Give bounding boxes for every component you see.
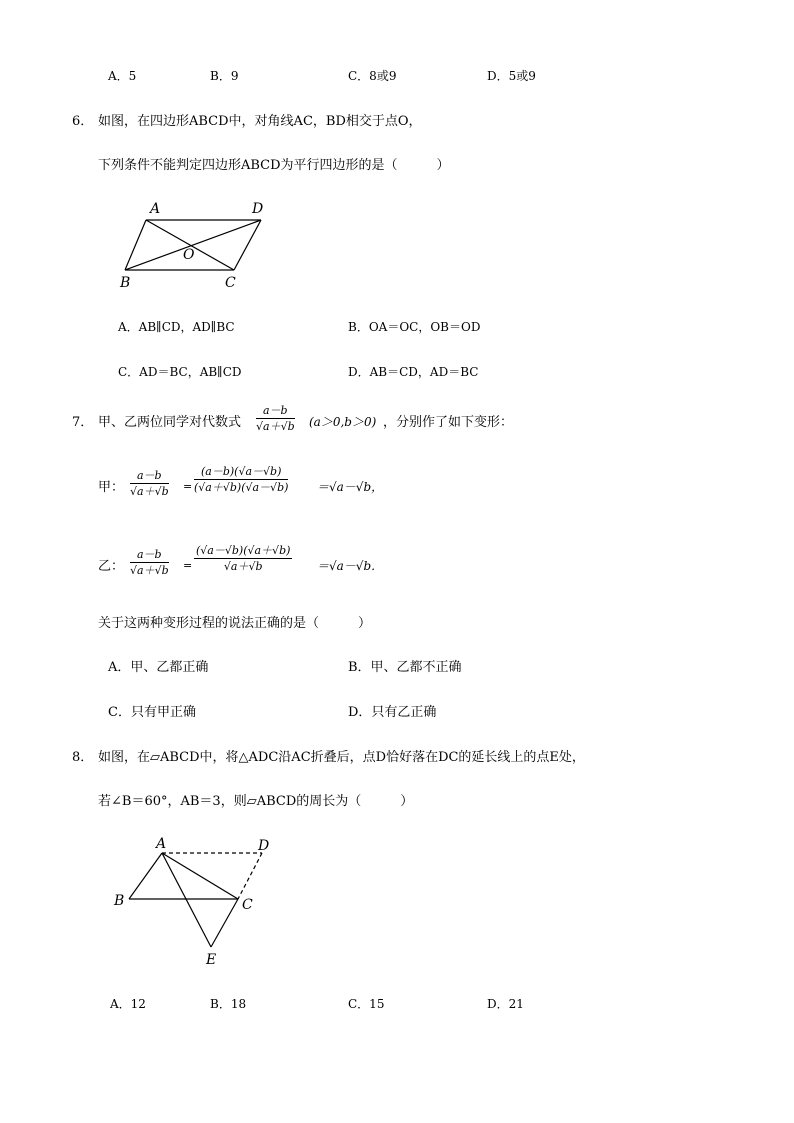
q7-yi-mid-den: √a＋√b <box>223 560 263 573</box>
q8-stem-line2: 若∠B＝60°，AB＝3，则▱ABCD的周长为（ ） <box>98 794 414 809</box>
q8-side-dc-dashed <box>238 853 262 899</box>
q6-label-a: A <box>150 201 161 217</box>
q7-yi-lhs-fraction <box>130 549 169 576</box>
q5-option-b: B．9 <box>210 69 239 83</box>
q8-side-ce <box>211 899 238 947</box>
q7-expression-fraction <box>256 405 295 432</box>
q7-jia-mid-den: (√a＋√b)(√a－√b) <box>194 481 289 494</box>
q6-label-o: O <box>183 247 195 263</box>
q8-side-ae <box>162 853 211 947</box>
q6-label-c: C <box>225 275 236 291</box>
q7-jia-label: 甲： <box>98 480 125 495</box>
q7-yi-equals: = <box>183 559 193 572</box>
q7-yi-rhs: ＝√a－√b． <box>317 559 384 573</box>
q5-option-c: C．8或9 <box>348 69 397 83</box>
q7-yi-mid-fraction <box>194 545 292 572</box>
q7-jia-rhs: ＝√a－√b， <box>317 480 384 494</box>
q7-condition: (a＞0,b＞0) <box>309 415 377 429</box>
q5-option-a: A．5 <box>108 69 137 83</box>
q7-option-c: C．只有甲正确 <box>108 705 196 720</box>
q6-label-d: D <box>252 201 264 217</box>
q8-figure-fold <box>105 830 285 970</box>
q7-jia-mid-num: (a－b)(√a－√b) <box>194 466 288 480</box>
q7-jia-lhs-num: a－b <box>130 470 169 484</box>
q6-stem-line1: 如图，在四边形ABCD中，对角线AC，BD相交于点O， <box>98 114 422 129</box>
q7-yi-lhs-den: √a＋√b <box>130 564 169 577</box>
q7-stem-suffix: ，分别作了如下变形： <box>383 415 514 430</box>
q6-number: 6． <box>72 114 94 129</box>
q6-option-a: A．AB∥CD，AD∥BC <box>118 320 235 334</box>
q8-label-b: B <box>114 893 125 909</box>
q7-yi-mid-num: (√a－√b)(√a＋√b) <box>196 544 291 557</box>
q8-side-ab <box>129 853 162 899</box>
q6-option-c: C．AD＝BC，AB∥CD <box>118 365 242 379</box>
q7-option-d: D．只有乙正确 <box>348 705 437 720</box>
q6-figure-parallelogram <box>110 195 280 295</box>
q7-number: 7． <box>72 415 94 430</box>
q7-yi-lhs-num: a－b <box>130 549 169 563</box>
q8-label-d: D <box>258 838 270 854</box>
q6-option-b: B．OA＝OC，OB＝OD <box>348 320 481 334</box>
q6-label-b: B <box>120 275 131 291</box>
q7-option-b: B．甲、乙都不正确 <box>348 660 462 675</box>
q7-option-a: A．甲、乙都正确 <box>108 660 209 675</box>
q8-number: 8． <box>72 750 94 765</box>
q7-yi-label: 乙： <box>98 559 125 574</box>
q7-jia-lhs-den: √a＋√b <box>130 485 169 498</box>
q7-jia-mid-fraction <box>194 466 288 493</box>
q7-expr-denominator: √a＋√b <box>256 420 295 433</box>
q7-question: 关于这两种变形过程的说法正确的是（ ） <box>98 616 372 631</box>
q6-side-dc <box>234 220 261 270</box>
q8-option-c: C．15 <box>348 997 385 1011</box>
q8-option-d: D．21 <box>487 997 524 1011</box>
q6-side-ba <box>125 220 146 270</box>
q6-stem-line2: 下列条件不能判定四边形ABCD为平行四边形的是（ ） <box>98 158 450 173</box>
q8-label-a: A <box>156 836 167 852</box>
q6-option-d: D．AB＝CD，AD＝BC <box>348 365 479 379</box>
q7-expr-numerator: a－b <box>256 405 295 419</box>
q8-label-e: E <box>206 952 217 968</box>
q8-label-c: C <box>242 897 253 913</box>
q8-option-b: B．18 <box>210 997 247 1011</box>
q8-stem-line1: 如图，在▱ABCD中，将△ADC沿AC折叠后，点D恰好落在DC的延长线上的点E处， <box>98 750 585 765</box>
q8-option-a: A．12 <box>110 997 146 1011</box>
q7-jia-equals: = <box>183 480 193 493</box>
q7-jia-lhs-fraction <box>130 470 169 497</box>
q7-stem-prefix: 甲、乙两位同学对代数式 <box>98 415 242 430</box>
q5-option-d: D．5或9 <box>487 69 536 83</box>
